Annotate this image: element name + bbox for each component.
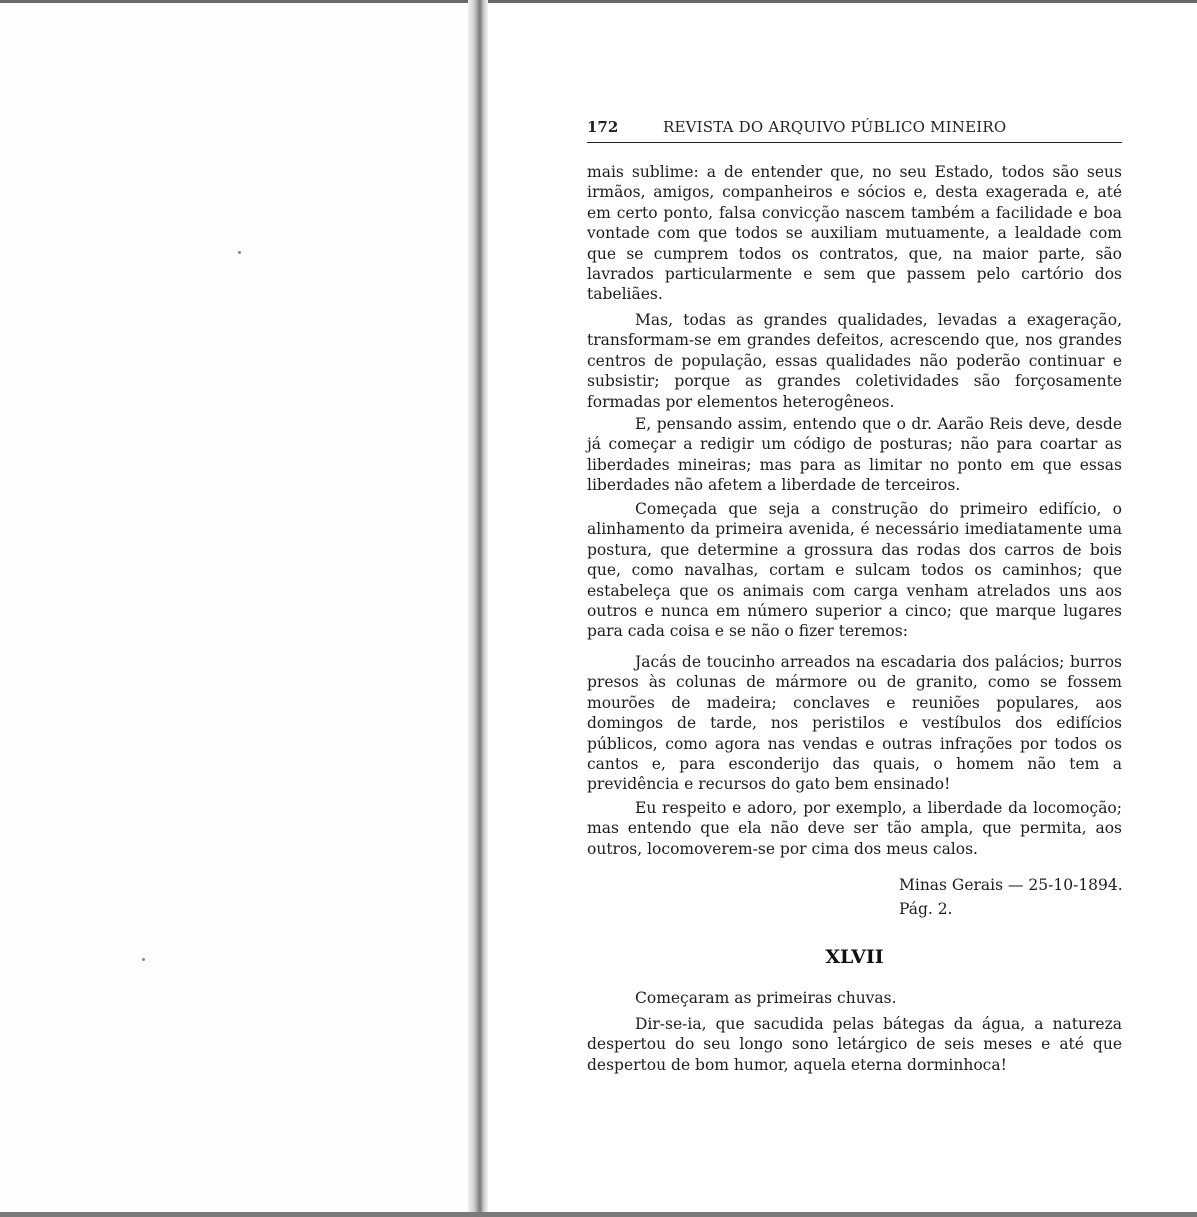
scan-speck [142,958,145,961]
bottom-scan-edge [0,1212,1197,1217]
top-scan-edge [0,0,1197,3]
section-paragraph: Dir-se-ia, que sacudida pelas bátegas da água, a natureza despertou do seu longo sono letárgico de seis meses e até que despertou de bom humor, aquela eterna dorminhoca! [587,1015,1122,1074]
paragraph: Começada que seja a construção do primeiro edifício, o alinhamento da primeira avenida, é necessário imediatamente uma postura, que determine a grossura das rodas dos carros de bois que, como navalhas, cortam e sulcam todos os caminhos; que estabeleça que os animais com carga venham atrelados uns aos outros e nunca em número superior a cinco; que marque lugares para cada coisa e se não o fizer teremos: [587,500,1122,641]
section-paragraph: Começaram as primeiras chuvas. [635,989,897,1007]
paragraph: E, pensando assim, entendo que o dr. Aarão Reis deve, desde já começar a redigir um código de posturas; não para coartar as liberdades mineiras; mas para as limitar no ponto em que essas liberdades não afetem a liberdade de terceiros. [587,415,1122,495]
running-title: REVISTA DO ARQUIVO PÚBLICO MINEIRO [663,118,1007,136]
section-heading: XLVII [825,946,884,968]
signature-page: Pág. 2. [899,900,953,918]
page-number: 172 [587,118,619,136]
left-blank-page [0,0,470,1217]
quoted-paragraph: Jacás de toucinho arreados na escadaria dos palácios; burros presos às colunas de mármore ou de granito, como se fossem mourões de madeira; conclaves e reuniões populares, aos domingos de tarde, nos peristilos e vestíbulos dos edifícios públicos, como agora nas vendas e outras infrações por todos os cantos e, para esconderijo das quais, o homem não tem a previdência e recursos do gato bem ensinado! [587,653,1122,794]
paragraph-continuation: mais sublime: a de entender que, no seu Estado, todos são seus irmãos, amigos, companheiros e sócios e, desta exagerada e, até em certo ponto, falsa convicção nascem também a facilidade e boa vontade com que todos se auxiliam mutuamente, a lealdade com que se cumprem todos os contratos, que, na maior parte, são lavrados particularmente e sem que passem pelo cartório dos tabeliães. [587,163,1122,304]
scan-speck [238,251,241,254]
page-header [587,116,1122,143]
paragraph: Eu respeito e adoro, por exemplo, a liberdade da locomoção; mas entendo que ela não deve ser tão ampla, que permita, aos outros, locomoverem-se por cima dos meus calos. [587,799,1122,858]
book-gutter [468,0,488,1217]
paragraph: Mas, todas as grandes qualidades, levadas a exageração, transformam-se em grandes defeitos, acrescendo que, nos grandes centros de população, essas qualidades não poderão continuar e subsistir; porque as grandes coletividades são forçosamente formadas por elementos heterogêneos. [587,311,1122,411]
signature-place-date: Minas Gerais — 25-10-1894. [899,876,1123,894]
